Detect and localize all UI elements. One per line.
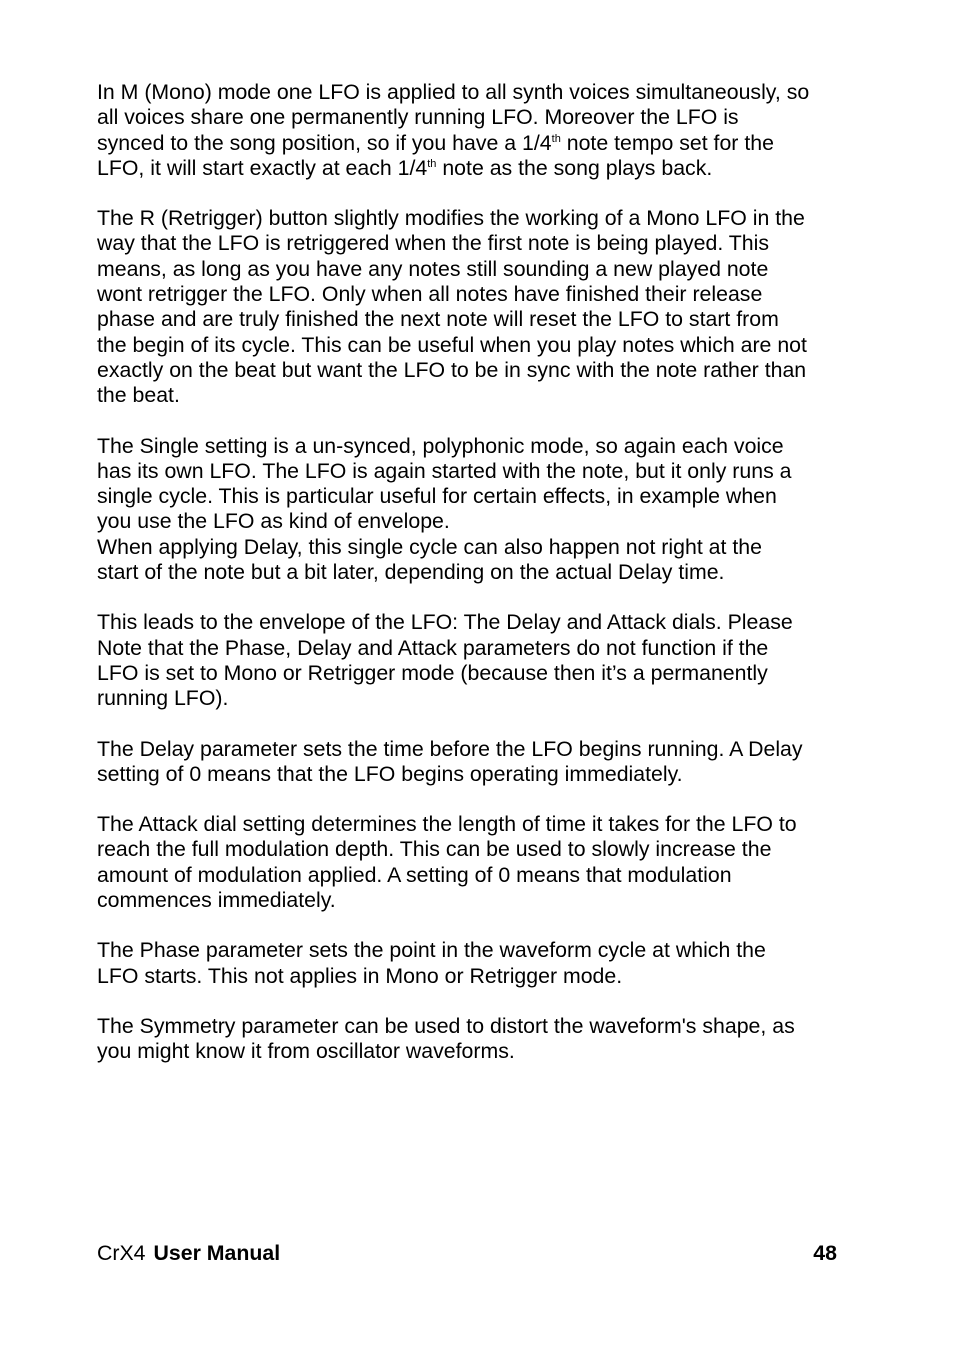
text-line: phase and are truly finished the next note will reset the LFO to start from: [97, 307, 779, 332]
page-body: [97, 80, 867, 1090]
paragraph-single-setting: [97, 434, 867, 586]
text-line: all voices share one permanently running LFO. Moreover the LFO is: [97, 105, 739, 130]
text-line: LFO starts. This not applies in Mono or Retrigger mode.: [97, 963, 623, 988]
text-fragment: synced to the song position, so if you have a 1/4: [97, 130, 552, 155]
text-line: the beat.: [97, 383, 180, 408]
text-line: The Symmetry parameter can be used to distort the waveform's shape, as: [97, 1013, 795, 1038]
text-fragment: LFO, it will start exactly at each 1/4: [97, 155, 428, 180]
text-line: start of the note but a bit later, depending on the actual Delay time.: [97, 560, 725, 585]
text-line: amount of modulation applied. A setting of 0 means that modulation: [97, 862, 732, 887]
text-line: commences immediately.: [97, 888, 336, 913]
text-line: means, as long as you have any notes still sounding a new played note: [97, 256, 769, 281]
text-fragment: note as the song plays back.: [436, 155, 713, 180]
text-line: way that the LFO is retriggered when the first note is being played. This: [97, 231, 769, 256]
paragraph-lfo-envelope: [97, 610, 867, 711]
paragraph-delay: [97, 737, 867, 788]
text-line: you use the LFO as kind of envelope.: [97, 509, 450, 534]
text-line: exactly on the beat but want the LFO to be in sync with the note rather than: [97, 357, 807, 382]
paragraph-retrigger: [97, 206, 867, 408]
page-number: 48: [813, 1241, 837, 1265]
text-line: setting of 0 means that the LFO begins operating immediately.: [97, 761, 683, 786]
text-fragment: note tempo set for the: [560, 130, 774, 155]
text-line: LFO is set to Mono or Retrigger mode (because then it’s a permanently: [97, 660, 768, 685]
footer-doc-title: User Manual: [153, 1241, 281, 1265]
paragraph-attack: [97, 812, 867, 913]
paragraph-symmetry: [97, 1014, 867, 1065]
text-line: running LFO).: [97, 686, 229, 711]
text-line: In M (Mono) mode one LFO is applied to all synth voices simultaneously, so: [97, 80, 810, 104]
text-line: When applying Delay, this single cycle can also happen not right at the: [97, 534, 762, 559]
superscript: th: [551, 132, 561, 145]
text-line: [97, 156, 867, 181]
text-line: This leads to the envelope of the LFO: The Delay and Attack dials. Please: [97, 610, 793, 635]
text-line: you might know it from oscillator waveforms.: [97, 1039, 515, 1064]
text-line: The Attack dial setting determines the length of time it takes for the LFO to: [97, 812, 797, 837]
text-line: wont retrigger the LFO. Only when all notes have finished their release: [97, 282, 763, 307]
text-line: reach the full modulation depth. This can be used to slowly increase the: [97, 837, 772, 862]
text-line: Note that the Phase, Delay and Attack parameters do not function if the: [97, 635, 769, 660]
page-footer: [97, 1240, 837, 1266]
text-line: The Phase parameter sets the point in the waveform cycle at which the: [97, 938, 766, 963]
text-line: The R (Retrigger) button slightly modifies the working of a Mono LFO in the: [97, 206, 805, 231]
text-line: [97, 131, 867, 156]
text-line: has its own LFO. The LFO is again started with the note, but it only runs a: [97, 458, 792, 483]
text-line: The Single setting is a un-synced, polyphonic mode, so again each voice: [97, 433, 784, 458]
text-line: The Delay parameter sets the time before the LFO begins running. A Delay: [97, 736, 803, 761]
text-line: single cycle. This is particular useful for certain effects, in example when: [97, 484, 777, 509]
footer-doc-name: CrX4: [97, 1241, 146, 1265]
paragraph-phase: [97, 938, 867, 989]
paragraph-mono-mode: [97, 80, 867, 181]
text-line: the begin of its cycle. This can be useful when you play notes which are not: [97, 332, 807, 357]
superscript: th: [427, 157, 437, 170]
